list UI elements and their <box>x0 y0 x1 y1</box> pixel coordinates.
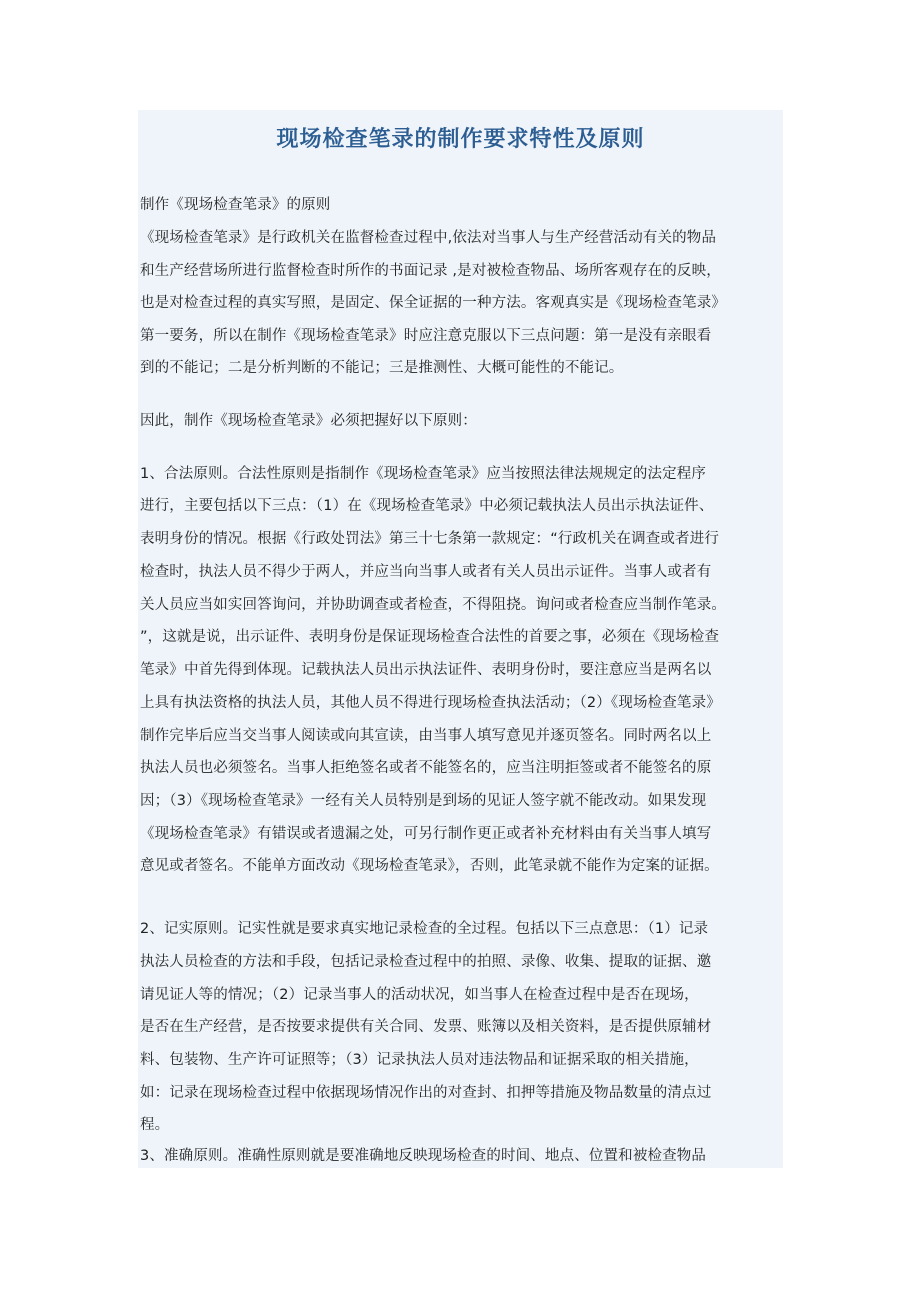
paragraph-line: 如：记录在现场检查过程中依据现场情况作出的对查封、扣押等措施及物品数量的清点过 <box>140 1085 712 1101</box>
paragraph-line: 关人员应当如实回答询问，并协助调查或者检查，不得阻挠。询问或者检查应当制作笔录。 <box>140 597 726 613</box>
paragraph-line: 3、准确原则。准确性原则就是要准确地反映现场检查的时间、地点、位置和被检查物品 <box>140 1148 707 1164</box>
paragraph-line: 笔录》中首先得到体现。记载执法人员出示执法证件、表明身份时，要注意应当是两名以 <box>140 662 712 678</box>
paragraph-line: 到的不能记；二是分析判断的不能记；三是推测性、大概可能性的不能记。 <box>140 360 624 376</box>
paragraph-line: 意见或者签名。不能单方面改动《现场检查笔录》，否则，此笔录就不能作为定案的证据。 <box>140 858 719 874</box>
paragraph-line: 制作完毕后应当交当事人阅读或向其宣读，由当事人填写意见并逐页签名。同时两名以上 <box>140 728 712 744</box>
paragraph-line: 也是对检查过程的真实写照，是固定、保全证据的一种方法。客观真实是《现场检查笔录》 <box>140 295 726 311</box>
paragraph-line: 检查时，执法人员不得少于两人，并应当向当事人或者有关人员出示证件。当事人或者有 <box>140 564 712 580</box>
section-heading: 制作《现场检查笔录》的原则 <box>140 197 331 213</box>
document-title: 现场检查笔录的制作要求特性及原则 <box>276 127 645 152</box>
paragraph-line: 上具有执法资格的执法人员，其他人员不得进行现场检查执法活动；（2）《现场检查笔录》 <box>140 695 721 711</box>
paragraph-line: 因此，制作《现场检查笔录》必须把握好以下原则： <box>140 413 477 429</box>
paragraph-line: 进行，主要包括以下三点：（1）在《现场检查笔录》中必须记载执法人员出示执法证件、 <box>140 498 714 514</box>
paragraph-line: 表明身份的情况。根据《行政处罚法》第三十七条第一款规定：“行政机关在调查或者进行 <box>140 531 720 547</box>
paragraph-line: 程。 <box>140 1117 170 1133</box>
paragraph-line: 第一要务，所以在制作《现场检查笔录》时应注意克服以下三点问题：第一是没有亲眼看 <box>140 328 712 344</box>
paragraph-line: 执法人员也必须签名。当事人拒绝签名或者不能签名的，应当注明拒签或者不能签名的原 <box>140 760 712 776</box>
paragraph-line: 是否在生产经营，是否按要求提供有关合同、发票、账簿以及相关资料，是否提供原辅材 <box>140 1019 712 1035</box>
paragraph-line: 《现场检查笔录》有错误或者遗漏之处，可另行制作更正或者补充材料由有关当事人填写 <box>140 826 712 842</box>
paragraph-line: 1、合法原则。合法性原则是指制作《现场检查笔录》应当按照法律法规规定的法定程序 <box>140 466 707 482</box>
paragraph-line: 料、包装物、生产许可证照等；（3）记录执法人员对违法物品和证据采取的相关措施， <box>140 1052 699 1068</box>
paragraph-line: 2、记实原则。记实性就是要求真实地记录检查的全过程。包括以下三点意思：（1）记录 <box>140 921 709 937</box>
paragraph-line: 执法人员检查的方法和手段，包括记录检查过程中的拍照、录像、收集、提取的证据、邀 <box>140 954 712 970</box>
paragraph-line: 请见证人等的情况；（2）记录当事人的活动状况，如当事人在检查过程中是否在现场， <box>140 987 699 1003</box>
paragraph-line: 因；（3）《现场检查笔录》一经有关人员特别是到场的见证人签字就不能改动。如果发现 <box>140 793 707 809</box>
paragraph-line: 《现场检查笔录》是行政机关在监督检查过程中,依法对当事人与生产经营活动有关的物品 <box>140 230 717 246</box>
paragraph-line: ”，这就是说，出示证件、表明身份是保证现场检查合法性的首要之事，必须在《现场检查 <box>140 629 720 645</box>
paragraph-line: 和生产经营场所进行监督检查时所作的书面记录 ,是对被检查物品、场所客观存在的反映， <box>140 263 721 279</box>
